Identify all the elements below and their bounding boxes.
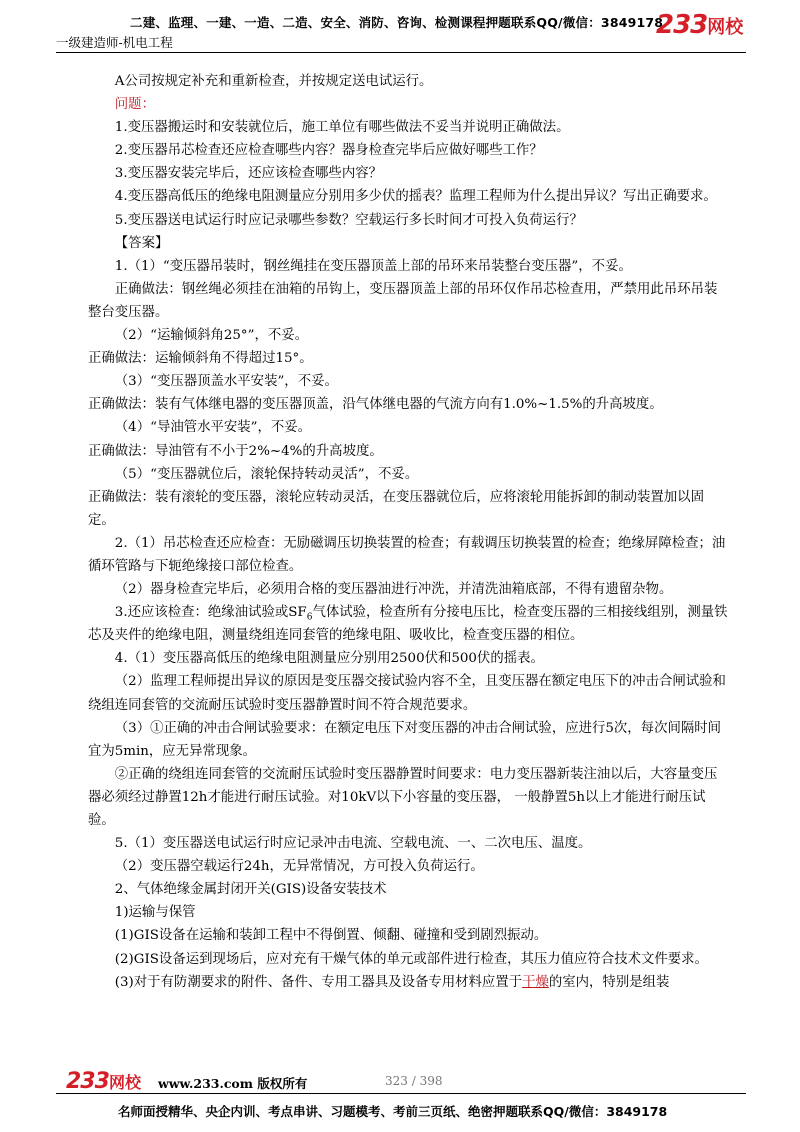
- answer-1-5: （5）“变压器就位后，滚轮保持转动灵活”，不妥。: [114, 466, 419, 482]
- section-2-item-3-pre: (3)对于有防潮要求的附件、备件、专用工器具及设备专用材料应置于: [114, 974, 523, 990]
- footer-ad-text: 名师面授精华、央企内训、考点串讲、习题模考、考前三页纸、绝密押题联系QQ/微信：3849178: [118, 1104, 668, 1119]
- question-3: 3.变压器安装完毕后，还应该检查哪些内容？: [114, 166, 382, 182]
- intro-paragraph: A公司按规定补充和重新检查，并按规定送电试运行。: [114, 74, 433, 89]
- footer-site: www.233.com 版权所有: [158, 1076, 308, 1091]
- section-2-item-3-post: 的室内，特别是组装: [548, 974, 670, 990]
- answer-4-3: （3）①正确的冲击合闸试验要求：在额定电压下对变压器的冲击合闸试验，应进行5次，每次间隔时间宜为5min，应无异常现象。: [88, 720, 722, 759]
- answer-4-4: ②正确的绕组连同套管的交流耐压试验时变压器静置时间要求：电力变压器新装注油以后，大容量变压器必须经过静置12h才能进行耐压试验。对10kV以下小容量的变压器， 一般静置5h以上才能进行耐压试验。: [88, 766, 718, 828]
- section-2-item-3-link[interactable]: 干燥: [522, 974, 549, 990]
- answer-1-2: （2）“运输倾斜角25°”，不妥。: [114, 328, 309, 344]
- section-2-item-1: (1)GIS设备在运输和装卸工程中不得倒置、倾翻、碰撞和受到剧烈振动。: [114, 928, 548, 944]
- section-2-item-3: [88, 971, 728, 994]
- section-2-title: 2、气体绝缘金属封闭开关(GIS)设备安装技术: [114, 882, 387, 898]
- answer-1-3-fix: 正确做法：装有气体继电器的变压器顶盖，沿气体继电器的气流方向有1.0%~1.5%的升高坡度。: [88, 397, 663, 413]
- footer-divider: [56, 1093, 746, 1094]
- footer-logo-number: 233: [66, 1069, 109, 1094]
- section-2-item-2: (2)GIS设备运到现场后，应对充有干燥气体的单元或部件进行检查，其压力值应符合技术文件要求。: [114, 951, 708, 967]
- answer-heading: 【答案】: [114, 235, 169, 251]
- answer-3-pre: 3.还应该检查：绝缘油试验或SF: [114, 605, 307, 621]
- questions-heading: 问题：: [114, 97, 155, 113]
- answer-1-2-fix: 正确做法：运输倾斜角不得超过15°。: [88, 351, 313, 367]
- answer-3: [88, 601, 728, 647]
- answer-1-4: （4）“导油管水平安装”，不妥。: [114, 420, 312, 436]
- question-5: 5.变压器送电试运行时应记录哪些参数？空载运行多长时间才可投入负荷运行？: [114, 212, 583, 228]
- brand-logo-top: [656, 12, 743, 38]
- answer-5-1: 5.（1）变压器送电试运行时应记录冲击电流、空载电流、一、二次电压、温度。: [114, 836, 592, 852]
- header-subtitle: 一级建造师-机电工程: [56, 35, 173, 50]
- answer-1-1: 1.（1）“变压器吊装时，钢丝绳挂在变压器顶盖上部的吊环来吊装整台变压器”，不妥。: [114, 258, 632, 274]
- answer-5-2: （2）变压器空载运行24h，无异常情况，方可投入负荷运行。: [114, 859, 484, 875]
- answer-4-2: （2）监理工程师提出异议的原因是变压器交接试验内容不全，且变压器在额定电压下的冲击合闸试验和绕组连同套管的交流耐压试验时变压器静置时间不符合规范要求。: [88, 674, 726, 713]
- question-4: 4.变压器高低压的绝缘电阻测量应分别用多少伏的摇表？监理工程师为什么提出异议？写出正确要求。: [114, 189, 717, 205]
- page-body: [88, 70, 728, 994]
- answer-1-5-fix: 正确做法：装有滚轮的变压器，滚轮应转动灵活，在变压器就位后，应将滚轮用能拆卸的制动装置加以固定。: [88, 489, 704, 528]
- answer-4-1: 4.（1）变压器高低压的绝缘电阻测量应分别用2500伏和500伏的摇表。: [114, 651, 544, 667]
- question-2: 2.变压器吊芯检查还应检查哪些内容？器身检查完毕后应做好哪些工作？: [114, 143, 543, 159]
- question-1: 1.变压器搬运时和安装就位后，施工单位有哪些做法不妥当并说明正确做法。: [114, 120, 570, 136]
- answer-3-subscript: 6: [306, 612, 313, 623]
- answer-2-1: 2.（1）吊芯检查还应检查：无励磁调压切换装置的检查；有载调压切换装置的检查；绝缘屏障检查；油循环管路与下轭绝缘接口部位检查。: [88, 535, 726, 574]
- answer-1-4-fix: 正确做法：导油管有不小于2%~4%的升高坡度。: [88, 443, 383, 459]
- answer-1-3: （3）“变压器顶盖水平安装”，不妥。: [114, 374, 338, 390]
- brand-logo-bottom: [66, 1071, 141, 1093]
- answer-3-post: 气体试验，检查所有分接电压比，检查变压器的三相接线组别，测量铁芯及夹件的绝缘电阻，测量绕组连同套管的绝缘电阻、吸收比，检查变压器的相位。: [88, 605, 728, 644]
- page-number: 323 / 398: [385, 1074, 443, 1088]
- header-ad-text: 二建、监理、一建、一造、二造、安全、消防、咨询、检测课程押题联系QQ/微信：3849178: [130, 15, 664, 30]
- section-2-subtitle: 1)运输与保管: [114, 905, 196, 921]
- answer-2-2: （2）器身检查完毕后，必须用合格的变压器油进行冲洗，并清洗油箱底部，不得有遗留杂物。: [114, 582, 673, 598]
- answer-1-1-fix: 正确做法：钢丝绳必须挂在油箱的吊钩上，变压器顶盖上部的吊环仅作吊芯检查用，严禁用此吊环吊装整台变压器。: [88, 281, 718, 320]
- logo-text: 网校: [707, 17, 744, 38]
- header-divider: [56, 52, 746, 53]
- footer-logo-text: 网校: [108, 1073, 141, 1092]
- logo-number: 233: [656, 10, 708, 40]
